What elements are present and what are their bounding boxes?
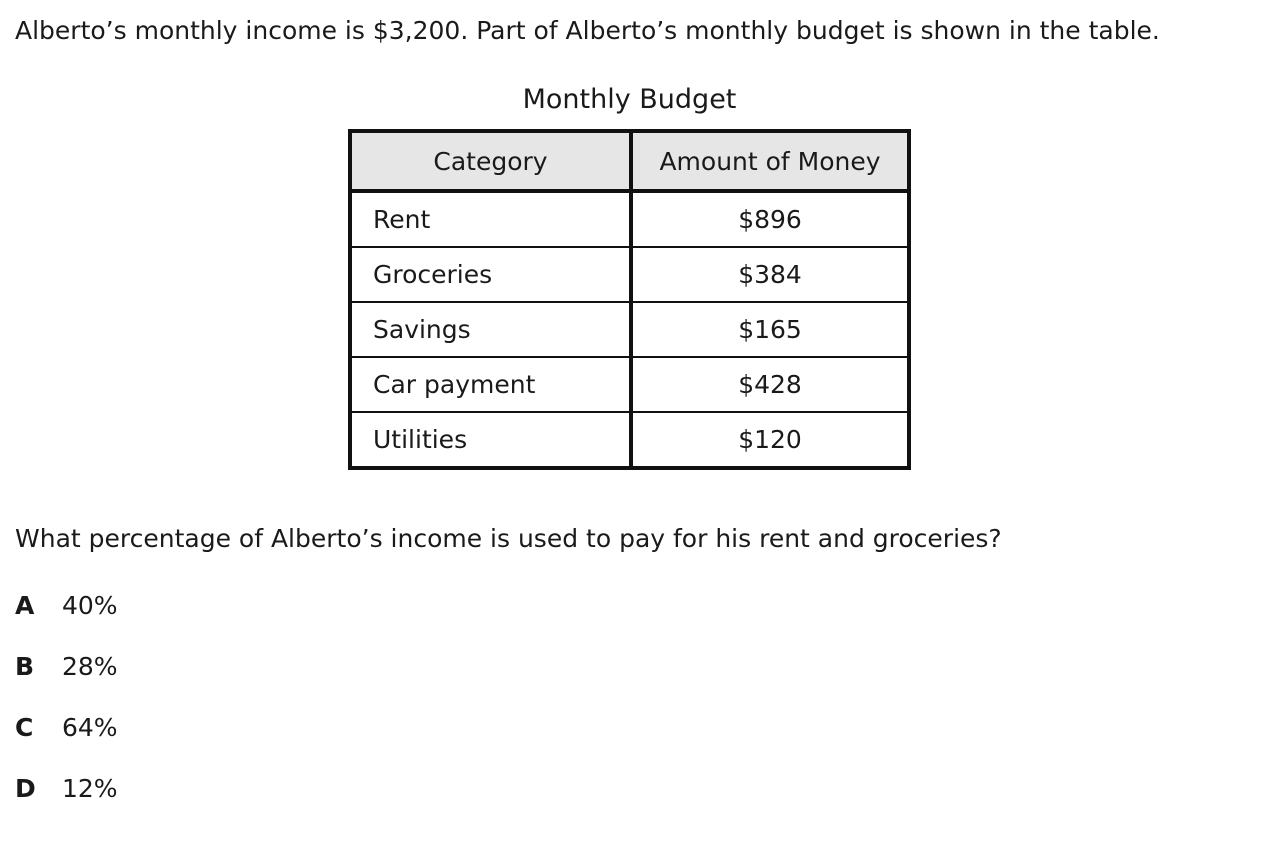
table-header-row — [350, 131, 909, 191]
choice-letter: A — [15, 591, 35, 620]
question-text: What percentage of Alberto’s income is used to pay for his rent and groceries? — [15, 524, 1002, 553]
amount-cell: $120 — [631, 412, 909, 468]
answer-choice-d[interactable] — [15, 774, 118, 803]
amount-cell: $428 — [631, 357, 909, 412]
choice-letter: C — [15, 713, 34, 742]
category-cell: Car payment — [350, 357, 631, 412]
amount-cell: $896 — [631, 191, 909, 247]
category-cell: Savings — [350, 302, 631, 357]
category-cell: Groceries — [350, 247, 631, 302]
table-row — [350, 357, 909, 412]
budget-table — [348, 129, 911, 470]
choice-letter: B — [15, 652, 35, 681]
category-cell: Utilities — [350, 412, 631, 468]
choice-text: 12% — [62, 774, 118, 803]
amount-cell: $165 — [631, 302, 909, 357]
table-row — [350, 247, 909, 302]
choice-text: 40% — [62, 591, 118, 620]
header-amount: Amount of Money — [631, 131, 909, 191]
header-category: Category — [350, 131, 631, 191]
table-row — [350, 412, 909, 468]
table-row — [350, 302, 909, 357]
answer-choice-c[interactable] — [15, 713, 118, 742]
intro-text: Alberto’s monthly income is $3,200. Part of Alberto’s monthly budget is shown in the table. — [15, 16, 1160, 45]
answer-choice-b[interactable] — [15, 652, 118, 681]
choice-letter: D — [15, 774, 36, 803]
amount-cell: $384 — [631, 247, 909, 302]
choice-text: 28% — [62, 652, 118, 681]
table-row — [350, 191, 909, 247]
answer-choice-a[interactable] — [15, 591, 118, 620]
category-cell: Rent — [350, 191, 631, 247]
choice-text: 64% — [62, 713, 118, 742]
table-title: Monthly Budget — [522, 84, 737, 115]
